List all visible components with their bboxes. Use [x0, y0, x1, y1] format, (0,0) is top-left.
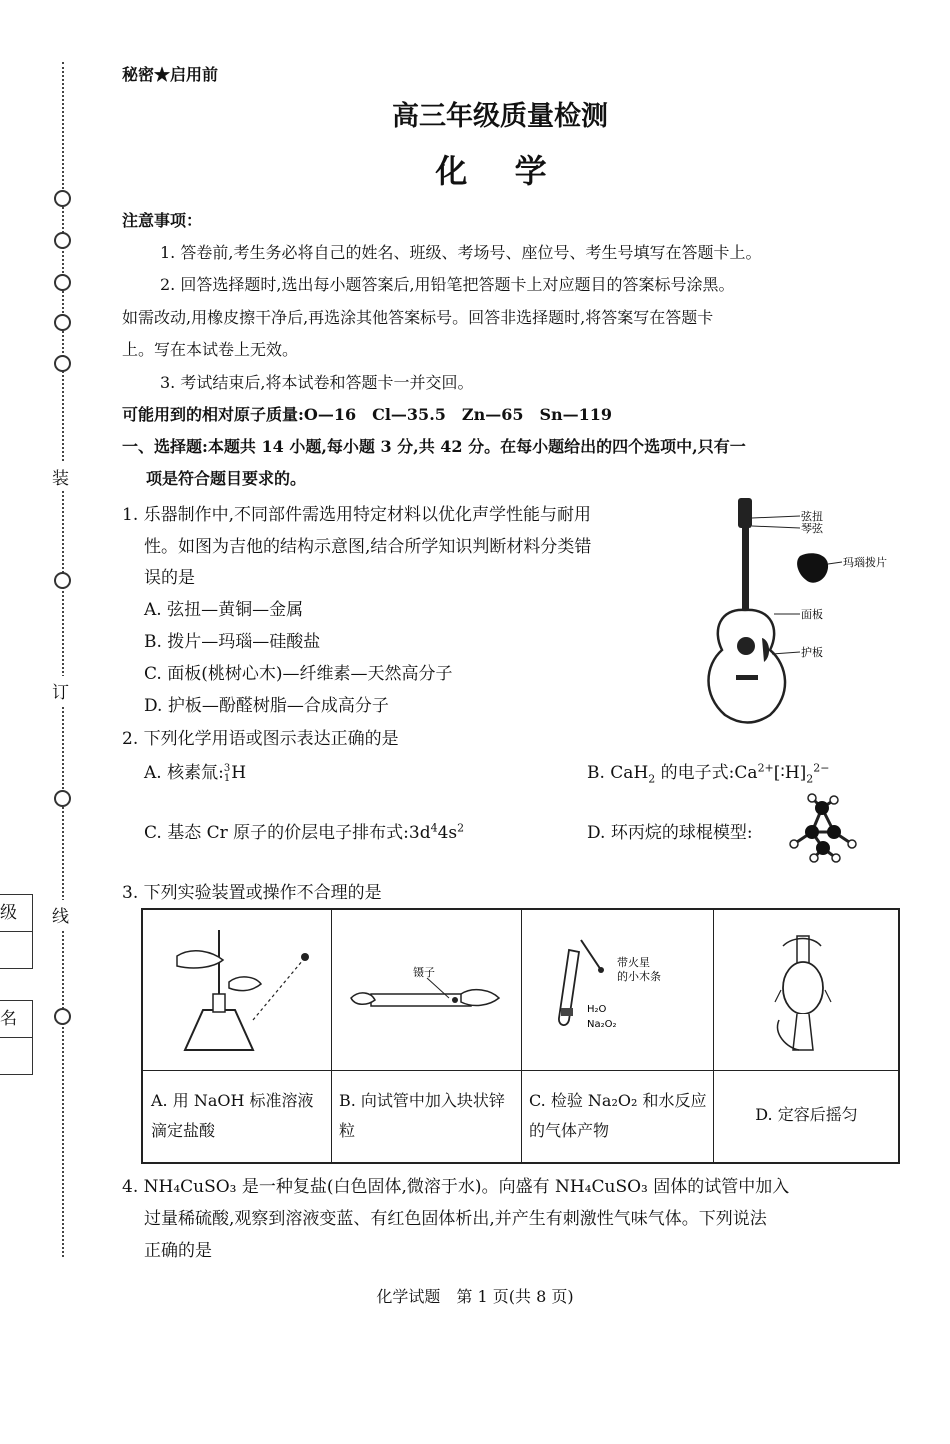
label-bopian: 玛瑙拨片	[843, 556, 887, 569]
q1-option-c: C. 面板(桃树心木)—纤维素—天然高分子	[144, 664, 453, 684]
binding-hole	[54, 1008, 71, 1025]
q3-col-b	[331, 910, 522, 1162]
binding-hole	[54, 572, 71, 589]
guitar-bridge	[736, 675, 758, 680]
notice-heading: 注意事项：	[122, 211, 203, 230]
q3-col-a	[143, 910, 332, 1162]
class-field-blank	[0, 932, 32, 968]
atomic-mass-line: 可能用到的相对原子质量:O—16 Cl—35.5 Zn—65 Sn—119	[122, 405, 613, 424]
q1-option-b: B. 拨片—玛瑙—硅酸盐	[144, 632, 321, 652]
q2-option-b-text: B. CaH	[587, 763, 649, 783]
margin-label-ding: 订	[52, 676, 69, 705]
q3-option-b: B. 向试管中加入块状锌粒	[339, 1091, 505, 1140]
binding-hole	[54, 355, 71, 372]
label-xiankou: 弦扭	[801, 510, 823, 523]
class-field-label: 级	[0, 895, 32, 932]
notice-item-1: 1. 答卷前,考生务必将自己的姓名、班级、考场号、座位号、考生号填写在答题卡上。	[160, 243, 762, 262]
binding-hole	[54, 274, 71, 291]
label-qinxian: 琴弦	[801, 522, 823, 535]
margin-label-xian: 线	[52, 900, 69, 929]
q4-stem-line-2: 过量稀硫酸,观察到溶液变蓝、有红色固体析出,并产生有刺激性气味气体。下列说法	[144, 1209, 767, 1229]
name-field-box	[0, 1000, 33, 1075]
q2-option-b: B. CaH$_2$ 的电子式$:Ca^{2+}[∶H]_2^{2-}$	[587, 761, 830, 786]
q3-pic-b	[331, 910, 521, 1071]
tweezers-zinc-illustration	[331, 910, 521, 1068]
guitar-neck	[742, 528, 749, 613]
notice-item-2-line-3: 上。写在本试卷上无效。	[122, 340, 299, 359]
notice-item-3: 3. 考试结束后,将本试卷和答题卡一并交回。	[160, 373, 474, 392]
q2-option-d: D. 环丙烷的球棍模型:	[587, 823, 753, 843]
name-field-blank	[0, 1038, 32, 1074]
q2-option-a: A. 核素氚:3 1H	[144, 762, 247, 784]
binding-hole	[54, 232, 71, 249]
q2-stem: 2. 下列化学用语或图示表达正确的是	[122, 729, 399, 749]
q4-stem-line-1: 4. NH₄CuSO₃ 是一种复盐(白色固体,微溶于水)。向盛有 NH₄CuSO₃ 固体的试管中加入	[122, 1177, 790, 1197]
q4-stem-line-3: 正确的是	[144, 1241, 212, 1261]
label-muhuo: 带火星	[617, 956, 650, 969]
binding-hole	[54, 790, 71, 807]
q3-pic-d	[713, 910, 898, 1071]
q3-option-a: A. 用 NaOH 标准溶液滴定盐酸	[151, 1091, 314, 1140]
q3-col-c	[521, 910, 714, 1162]
cyclopropane-ball-stick-model	[782, 792, 862, 864]
binding-hole	[54, 314, 71, 331]
q1-option-d: D. 护板—酚醛树脂—合成高分子	[144, 696, 389, 716]
guitar-body	[709, 610, 786, 723]
page-footer: 化学试题 第 1 页(共 8 页)	[376, 1287, 574, 1306]
section-1-heading: 一、选择题:本题共 14 小题,每小题 3 分,共 42 分。在每小题给出的四个选项中,只有一	[122, 437, 746, 456]
splint-test-illustration	[521, 910, 713, 1068]
q3-pic-c	[521, 910, 713, 1071]
q2-option-c-text: C. 基态 Cr 原子的价层电子排布式:3d	[144, 823, 431, 843]
q1-stem-line-2: 性。如图为吉他的结构示意图,结合所学知识判断材料分类错	[144, 537, 592, 557]
label-na2o2: Na₂O₂	[587, 1019, 617, 1030]
notice-item-2-line-1: 2. 回答选择题时,选出每小题答案后,用铅笔把答题卡上对应题目的答案标号涂黑。	[160, 275, 735, 294]
exam-title: 高三年级质量检测	[392, 101, 608, 132]
label-h2o: H₂O	[587, 1004, 607, 1015]
label-niezi: 镊子	[413, 966, 435, 979]
q1-stem-line-1: 1. 乐器制作中,不同部件需选用特定材料以优化声学性能与耐用	[122, 505, 592, 525]
label-mianban: 面板	[801, 608, 823, 621]
class-field-box	[0, 894, 33, 969]
q2-option-b-mid: 的电子式:Ca	[655, 763, 758, 783]
q3-option-d: D. 定容后摇匀	[755, 1105, 858, 1124]
guitar-diagram	[700, 490, 900, 730]
secret-mark: 秘密★启用前	[122, 65, 219, 84]
subject-title: 化 学	[435, 152, 565, 190]
q3-experiment-table	[141, 908, 900, 1164]
margin-label-zhuang: 装	[52, 462, 69, 491]
q3-pic-a	[143, 910, 331, 1071]
notice-item-2-line-2: 如需改动,用橡皮擦干净后,再选涂其他答案标号。回答非选择题时,将答案写在答题卡	[122, 308, 714, 327]
q1-option-a: A. 弦扭—黄铜—金属	[144, 600, 304, 620]
guitar-headstock	[738, 498, 752, 528]
volumetric-flask-shaking-illustration	[713, 910, 898, 1068]
agate-pick	[797, 553, 828, 582]
guitar-soundhole	[737, 637, 755, 655]
q2-option-c: C. 基态 Cr 原子的价层电子排布式$:3d^44s^2$	[144, 821, 465, 843]
label-huban: 护板	[801, 646, 823, 659]
section-1-heading-cont: 项是符合题目要求的。	[146, 469, 307, 488]
q3-option-c: C. 检验 Na₂O₂ 和水反应的气体产物	[529, 1091, 707, 1140]
name-field-label: 名	[0, 1001, 32, 1038]
q3-col-d	[713, 910, 898, 1162]
binding-hole	[54, 190, 71, 207]
q2-option-a-text: A. 核素氚:	[144, 763, 224, 783]
titration-illustration	[143, 910, 331, 1068]
q1-stem-line-3: 误的是	[144, 568, 195, 588]
label-mutiao: 的小木条	[617, 970, 661, 983]
q3-stem: 3. 下列实验装置或操作不合理的是	[122, 883, 382, 903]
